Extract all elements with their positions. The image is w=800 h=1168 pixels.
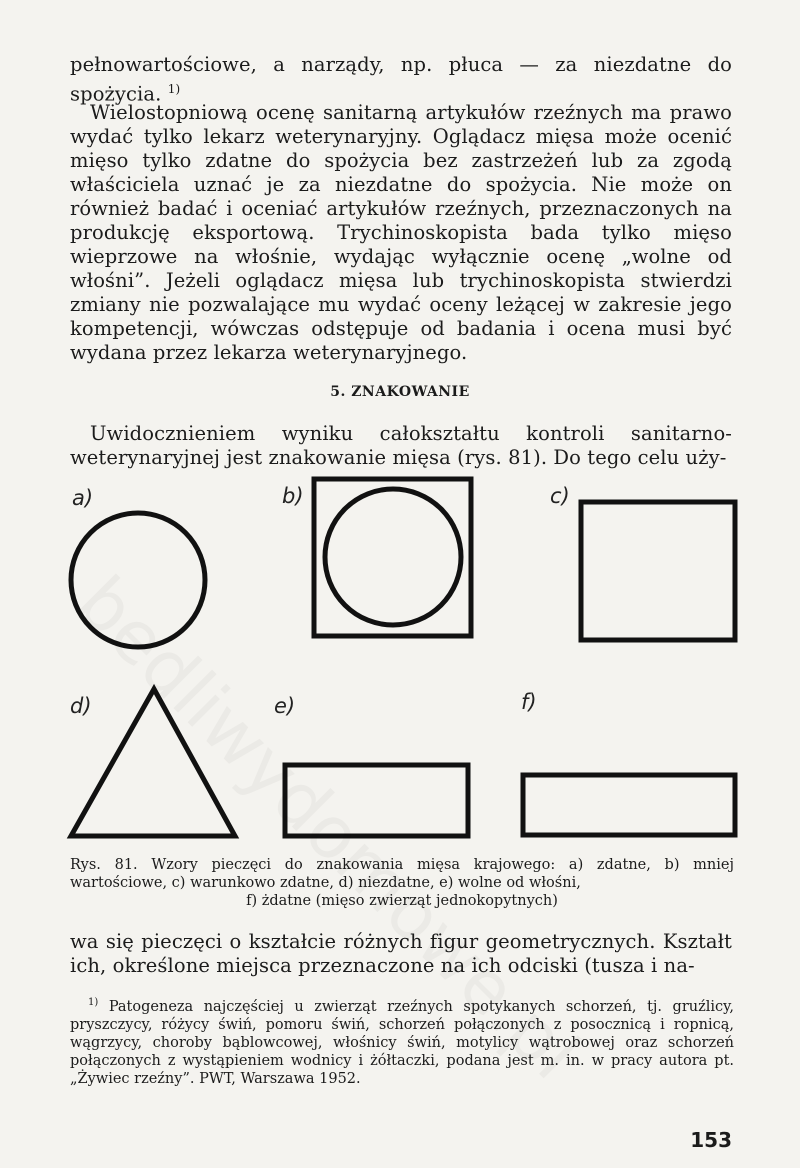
figure-label-d: d) — [70, 694, 92, 718]
figure-label-e: e) — [274, 694, 296, 718]
footnote-text: Patogeneza najczęściej u zwierząt rzeźnych spotykanych schorzeń, tj. gruźlicy, pryszczycy, różycy świń, pomoru świń, schorzeń połączonych z posocznicą i ropnicą, wągrzycy, choroby bąblowcowej, włośnicy świń, motylicy wątrobowej oraz schorzeń połączonych z wystąpieniem wodnicy i żółtaczki, podana jest m. in. w pracy autora pt. „Żywiec rzeźny”. PWT, Warszawa 1952. — [70, 998, 735, 1087]
section-heading: 5. ZNAKOWANIE — [330, 384, 470, 400]
stamp-square-outer — [314, 479, 471, 636]
stamp-square — [581, 502, 735, 640]
stamp-circle-inner — [325, 489, 461, 625]
footnote-reference: 1) — [167, 82, 181, 96]
figure-label-b: b) — [282, 484, 304, 508]
figure-label-c: c) — [550, 484, 570, 508]
paragraph-4: wa się pieczęci o kształcie różnych figur geometrycznych. Kształt ich, określone miejsca przeznaczone na ich odciski (tusza i na- — [70, 930, 732, 977]
figure-label-a: a) — [72, 486, 94, 510]
paragraph-2: Wielostopniową ocenę sanitarną artykułów rzeźnych ma prawo wydać tylko lekarz weterynaryjny. Oglądacz mięsa może ocenić mięso tylko zdatne do spożycia bez zastrzeżeń lub za zgodą właściciela uznać je za niezdatne do spożycia. Nie może on również badać i oceniać artykułów rzeźnych, przeznaczonych na produkcję eksportową. Trychinoskopista bada tylko mięso wieprzowe na włośnie, wydając wyłącznie ocenę „wolne od włośni”. Jeżeli oglądacz mięsa lub trychinoskopista stwierdzi zmiany nie pozwalające mu wydać oceny leżącej w zakresie jego kompetencji, wówczas odstępuje od badania i ocena musi być wydana przez lekarza weterynaryjnego. — [70, 101, 732, 364]
stamp-rectangle-f — [523, 775, 735, 835]
caption-main: Rys. 81. Wzory pieczęci do znakowania mięsa krajowego: a) zdatne, b) mniej wartościowe, c) warunkowo zdatne, d) niezdatne, e) wolne od włośni, — [70, 857, 734, 891]
footnote — [70, 994, 734, 1088]
page-number: 153 — [690, 1128, 732, 1152]
paragraph-1-text: pełnowartościowe, a narządy, np. płuca — za niezdatne do spożycia. — [70, 53, 732, 106]
footnote-marker: 1) — [88, 997, 99, 1008]
paragraph-3: Uwidocznieniem wyniku całokształtu kontroli sanitarno-weterynaryjnej jest znakowanie mięsa (rys. 81). Do tego celu uży- — [70, 422, 732, 469]
figure-label-f: f) — [521, 690, 537, 714]
caption-last-line: f) żdatne (mięso zwierząt jednokopytnych) — [246, 893, 558, 909]
